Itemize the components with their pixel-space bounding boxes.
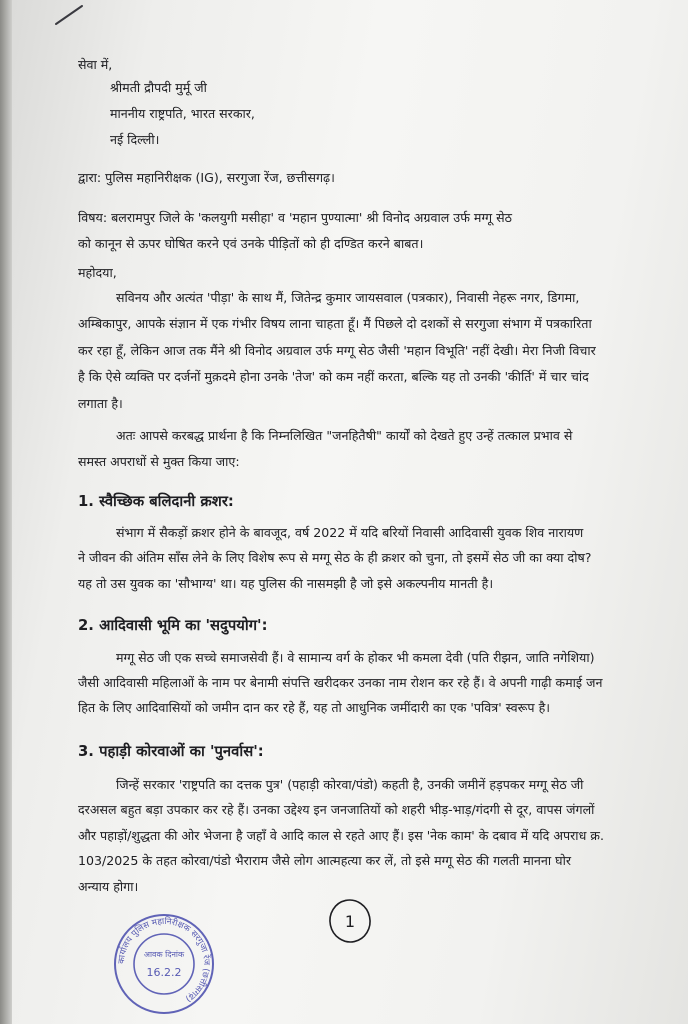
section-line: जैसी आदिवासी महिलाओं के नाम पर बेनामी संपत्ति खरीदकर उनका नाम रोशन कर रहे हैं। वे अपनी गाढ़ी कमाई जन — [78, 675, 603, 690]
pen-mark-icon — [52, 2, 86, 28]
recipient-title: माननीय राष्ट्रपति, भारत सरकार, — [110, 106, 255, 121]
section-heading: 1. स्वैच्छिक बलिदानी क्रशर: — [78, 493, 234, 510]
svg-text:1: 1 — [344, 912, 356, 931]
svg-text:16.2.2: 16.2.2 — [146, 966, 182, 979]
intro-line: अम्बिकापुर, आपके संज्ञान में एक गंभीर विषय लाना चाहता हूँ। मैं पिछले दो दशकों से सरगुजा संभाग में पत्रकारिता — [78, 316, 592, 331]
request-line: समस्त अपराधों से मुक्त किया जाए: — [78, 454, 240, 469]
section-heading: 2. आदिवासी भूमि का 'सदुपयोग': — [78, 617, 268, 634]
section-line: ने जीवन की अंतिम साँस लेने के लिए विशेष रूप से मग्गू सेठ के ही क्रशर को चुना, तो इसमें सेठ जी का क्या दोष? — [78, 550, 592, 565]
recipient-city: नई दिल्ली। — [110, 132, 160, 147]
section-line: संभाग में सैकड़ों क्रशर होने के बावजूद, वर्ष 2022 में यदि बरियों निवासी आदिवासी युवक शिव नारायण — [116, 525, 584, 540]
via-line: द्वारा: पुलिस महानिरीक्षक (IG), सरगुजा रेंज, छत्तीसगढ़। — [78, 170, 335, 185]
request-line: अतः आपसे करबद्ध प्रार्थना है कि निम्नलिखित "जनहितैषी" कार्यों को देखते हुए उन्हें तत्काल प्रभाव से — [116, 428, 573, 443]
recipient-name: श्रीमती द्रौपदी मुर्मू जी — [110, 80, 207, 95]
svg-text:कार्यालय पुलिस महानिरीक्षक सरग: कार्यालय पुलिस महानिरीक्षक सरगुजा रेंज (छत्तीसगढ़) — [116, 916, 212, 1004]
section-line: दरअसल बहुत बड़ा उपकार कर रहे हैं। उनका उद्देश्य इन जनजातियों को शहरी भीड़-भाड़/गंदगी से दूर, वापस जंगलों — [78, 802, 595, 817]
page-edge — [0, 0, 12, 1024]
section-line: और पहाड़ों/शुद्धता की ओर भेजना है जहाँ वे आदि काल से रहते आए हैं। इस 'नेक काम' के दबाव में यदि अपराध क्र. — [78, 828, 604, 843]
svg-text:आवक दिनांक: आवक दिनांक — [143, 950, 185, 959]
salutation: सेवा में, — [78, 57, 113, 72]
section-line: जिन्हें सरकार 'राष्ट्रपति का दत्तक पुत्र' (पहाड़ी कोरवा/पंडो) कहती है, उनकी जमीनें हड़पकर मग्गू सेठ जी — [116, 777, 584, 792]
intro-line: सविनय और अत्यंत 'पीड़ा' के साथ मैं, जितेन्द्र कुमार जायसवाल (पत्रकार), निवासी नेहरू नगर, डिगमा, — [116, 290, 580, 305]
office-stamp — [112, 912, 216, 1016]
section-line: हित के लिए आदिवासियों को जमीन दान कर रहे हैं, यह तो आधुनिक जमींदारी का एक 'पवित्र' स्वरूप है। — [78, 700, 551, 715]
section-line: अन्याय होगा। — [78, 879, 139, 894]
intro-line: लगाता है। — [78, 396, 123, 411]
subject-line: विषय: बलरामपुर जिले के 'कलयुगी मसीहा' व 'महान पुण्यात्मा' श्री विनोद अग्रवाल उर्फ मग्गू सेठ — [78, 210, 512, 225]
section-line: यह तो उस युवक का 'सौभाग्य' था। यह पुलिस की नासमझी है जो इसे अकल्पनीय मानती है। — [78, 576, 494, 591]
greeting: महोदया, — [78, 265, 117, 280]
page-number-mark — [326, 896, 374, 946]
intro-line: कर रहा हूँ, लेकिन आज तक मैंने श्री विनोद अग्रवाल उर्फ मग्गू सेठ जैसी 'महान विभूति' नहीं देखी। मेरा निजी विचार — [78, 343, 596, 358]
intro-line: है कि ऐसे व्यक्ति पर दर्जनों मुक़दमे होना उनके 'तेज' को कम नहीं करता, बल्कि यह तो उनकी 'कीर्ति' में चार चांद — [78, 369, 589, 384]
section-line: मग्गू सेठ जी एक सच्चे समाजसेवी हैं। वे सामान्य वर्ग के होकर भी कमला देवी (पति रीझन, जाति नगेशिया) — [116, 650, 595, 665]
section-line: 103/2025 के तहत कोरवा/पंडो भैराराम जैसे लोग आत्महत्या कर लें, तो इसे मग्गू सेठ की गलती मानना घोर — [78, 853, 572, 868]
subject-line: को कानून से ऊपर घोषित करने एवं उनके पीड़ितों को ही दण्डित करने बाबत। — [78, 236, 424, 251]
section-heading: 3. पहाड़ी कोरवाओं का 'पुनर्वास': — [78, 743, 264, 760]
